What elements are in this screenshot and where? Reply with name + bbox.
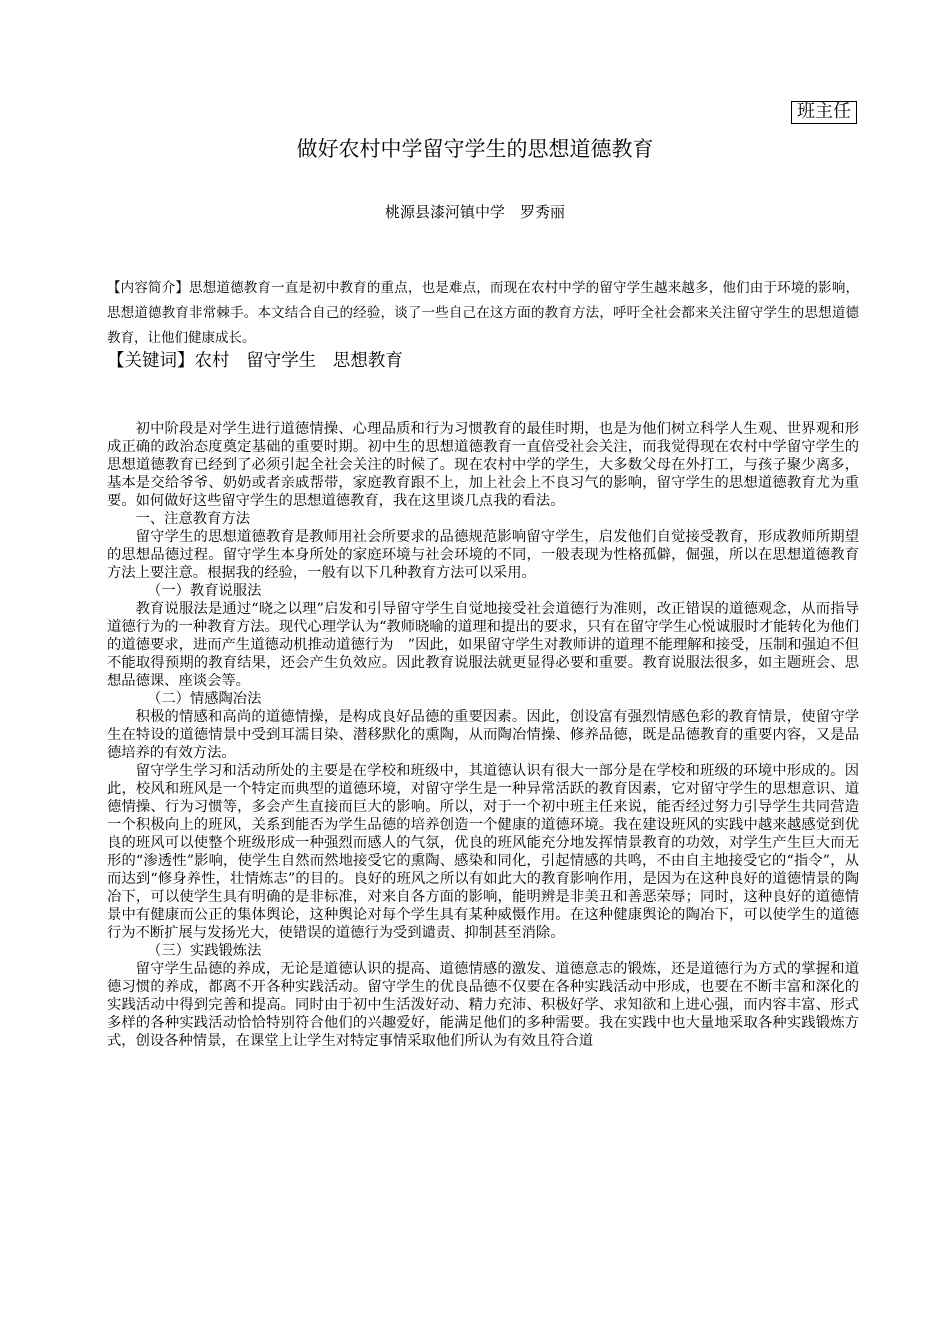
subsection-heading: （一）教育说服法 (147, 583, 262, 599)
column-tag: 班主任 (791, 101, 857, 124)
paragraph: 留守学生的思想道德教育是教师用社会所要求的品德规范影响留守学生，启发他们自觉接受教育，形成教师所期望的思想品德过程。留守学生本身所处的家庭环境与社会环境的不同，一般表现为性格孤僻，倔强，所以在思想道德教育方法上要注意。根据我的经验，一般有以下几种教育方法可以采用。 (107, 529, 859, 581)
keywords: 【关键词】农村 留守学生 思想教育 (107, 351, 403, 371)
article-title: 做好农村中学留守学生的思想道德教育 (296, 137, 654, 161)
paragraph: 留守学生品德的养成，无论是道德认识的提高、道德情感的激发、道德意志的锻炼，还是道德行为方式的掌握和道德习惯的养成，都离不开各种实践活动。留守学生的优良品德不仅要在各种实践活动中形成，也要在不断丰富和深化的实践活动中得到完善和提高。同时由于初中生活泼好动、精力充沛、积极好学、求知欲和上进心强，而内容丰富、形式多样的各种实践活动恰恰特别符合他们的兴趣爱好，能满足他们的多种需要。我在实践中也大量地采取各种实践锻炼方式，创设各种情景，在课堂上让学生对特定事情采取他们所认为有效且符合道 (107, 961, 859, 1049)
abstract: 【内容简介】思想道德教育一直是初中教育的重点，也是难点，而现在农村中学的留守学生越来越多，他们由于环境的影响，思想道德教育非常棘手。本文结合自己的经验，谈了一些自己在这方面的教育方法，呼吁全社会都来关注留守学生的思想道德教育，让他们健康成长。 (107, 280, 859, 346)
paragraph: 留守学生学习和活动所处的主要是在学校和班级中，其道德认识有很大一部分是在学校和班级的环境中形成的。因此，校风和班风是一个特定而典型的道德环境，对留守学生是一种异常活跃的教育因素，它对留守学生的思想意识、道德情操、行为习惯等，多会产生直接而巨大的影响。所以，对于一个初中班主任来说，能否经过努力引导学生共同营造一个积极向上的班风，关系到能否为学生品德的培养创造一个健康的道德环境。我在建设班风的实践中越来越感觉到优良的班风可以使整个班级形成一种强烈而感人的气氛，优良的班风能充分地发挥情景教育的功效，对学生产生巨大而无形的“渗透性”影响，使学生自然而然地接受它的熏陶、感染和同化，引起情感的共鸣，不由自主地接受它的“指令”，从而达到“修身养性，壮情炼志”的目的。良好的班风之所以有如此大的教育影响作用，是因为在这种良好的道德情景的陶冶下，可以使学生具有明确的是非标准，对来自各方面的影响，能明辨是非美丑和善恶荣辱；同时，这种良好的道德情景中有健康而公正的集体舆论，这种舆论对每个学生具有某种威慑作用。在这种健康舆论的陶冶下，可以使学生的道德行为不断扩展与发扬光大，使错误的道德行为受到谴责、抑制甚至消除。 (107, 763, 859, 941)
paragraph: 初中阶段是对学生进行道德情操、心理品质和行为习惯教育的最佳时期，也是为他们树立科学人生观、世界观和形成正确的政治态度奠定基础的重要时期。初中生的思想道德教育一直倍受社会关注，而我觉得现在农村中学留守学生的思想道德教育已经到了必须引起全社会关注的时候了。现在农村中学的学生，大多数父母在外打工，与孩子聚少离多，基本是交给爷爷、奶奶或者亲戚帮带，家庭教育跟不上，加上社会上不良习气的影响，留守学生的思想道德教育尤为重要。如何做好这些留守学生的思想道德教育，我在这里谈几点我的看法。 (107, 421, 859, 509)
section-heading: 一、注意教育方法 (135, 511, 250, 527)
paragraph: 积极的情感和高尚的道德情操，是构成良好品德的重要因素。因此，创设富有强烈情感色彩的教育情景，使留守学生在特设的道德情景中受到耳濡目染、潜移默化的熏陶，从而陶冶情操、修养品德，既是品德教育的重要内容，又是品德培养的有效方法。 (107, 709, 859, 761)
author-line: 桃源县漆河镇中学 罗秀丽 (384, 203, 565, 221)
subsection-heading: （二）情感陶冶法 (147, 691, 262, 707)
subsection-heading: （三）实践锻炼法 (147, 943, 262, 959)
article-body (107, 420, 859, 1050)
paragraph: 教育说服法是通过“晓之以理”启发和引导留守学生自觉地接受社会道德行为准则，改正错误的道德观念，从而指导道德行为的一种教育方法。现代心理学认为“教师晓喻的道理和提出的要求，只有在留守学生心悦诚服时才能转化为他们的道德要求，进而产生道德动机推动道德行为 ”因此，如果留守学生对教师讲的道理不能理解和接受，压制和强迫不但不能取得预期的教育结果，还会产生负效应。因此教育说服法就更显得必要和重要。教育说服法很多，如主题班会、思想品德课、座谈会等。 (107, 601, 859, 689)
